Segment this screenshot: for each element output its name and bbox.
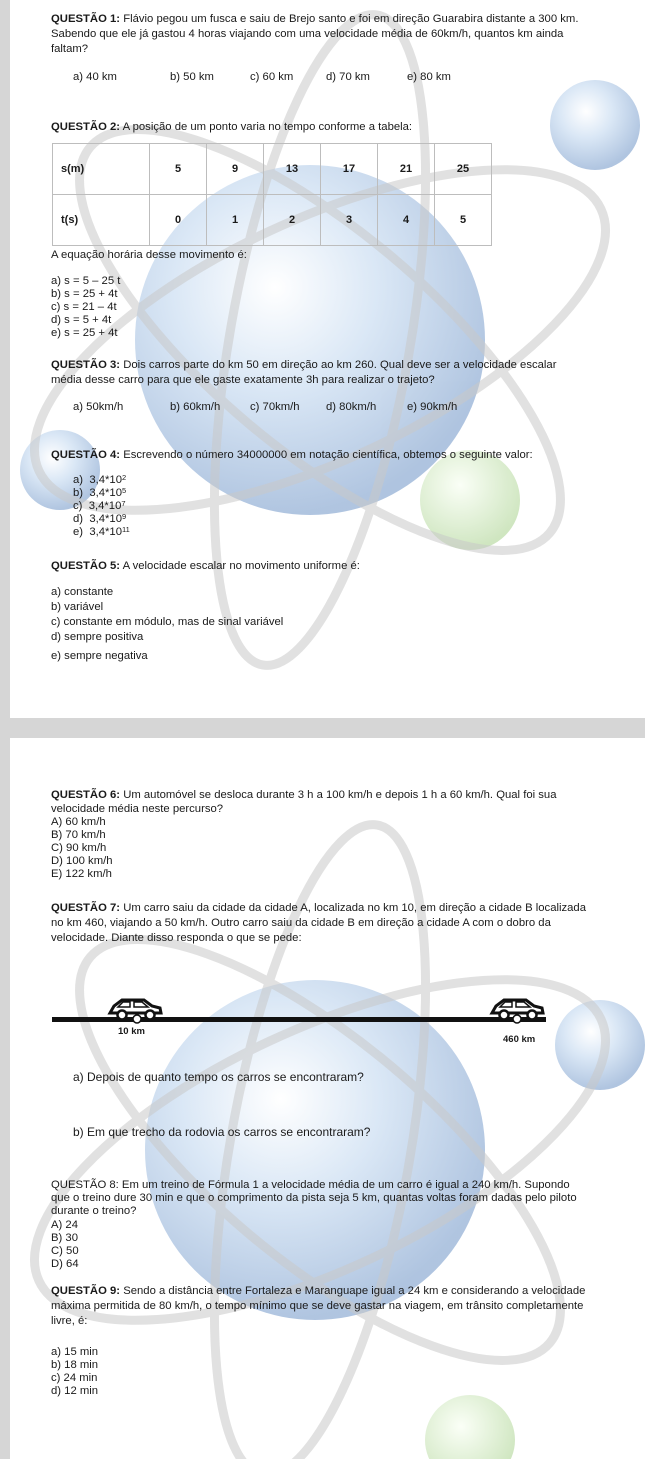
q8-line3: durante o treino? [51,1205,137,1217]
table-cell: 0 [150,195,207,246]
q3-option-d: d) 80km/h [326,401,377,413]
q8-option-c: C) 50 [51,1245,79,1257]
q8-line1: QUESTÃO 8: Em um treino de Fórmula 1 a velocidade média de um carro é igual a 240 km/h. Supondo [51,1179,570,1191]
q7-line3: velocidade. Diante disso responda o que se pede: [51,932,302,944]
q4-option-d: d) $3,4*10^9$ [73,512,127,525]
q6-option-d: D) 100 km/h [51,855,113,867]
q5-option-c: c) constante em módulo, mas de sinal variável [51,616,284,628]
q9-option-c: c) 24 min [51,1372,98,1384]
q1-line3: faltam? [51,43,89,55]
q3-option-c: c) 70km/h [250,401,300,413]
q4-option-e: e) $3,4*10^{11}$ [73,525,130,538]
q1-option-c: c) 60 km [250,71,294,83]
q7-sub-b: b) Em que trecho da rodovia os carros se encontraram? [73,1125,371,1139]
table-cell: 9 [207,144,264,195]
q8-line2: que o treino dure 30 min e que o comprimento da pista seja 5 km, quantas voltas foram dadas pelo piloto [51,1192,577,1204]
km-label-b: 460 km [503,1034,536,1045]
q5-option-e: e) sempre negativa [51,650,148,662]
q5-option-d: d) sempre positiva [51,631,144,643]
q6-option-b: B) 70 km/h [51,829,106,841]
table-row [53,195,492,246]
q2-option-a: a) s = 5 – 25 t [51,275,121,287]
q2-option-b: b) s = 25 + 4t [51,288,118,300]
city-a-marker [133,1015,141,1023]
q3-option-b: b) 60km/h [170,401,221,413]
q8-option-a: A) 24 [51,1219,79,1231]
q6-line2: velocidade média neste percurso? [51,803,224,815]
table-cell: 13 [264,144,321,195]
table-cell: 3 [321,195,378,246]
q5-option-b: b) variável [51,601,104,613]
q2-after-text: A equação horária desse movimento é: [51,249,247,261]
q9-option-b: b) 18 min [51,1359,99,1371]
q4-option-a: a) $3,4*10^2$ [73,473,127,486]
q3-option-e: e) 90km/h [407,401,458,413]
q9-option-a: a) 15 min [51,1346,99,1358]
q2-table [52,143,492,246]
q1-option-d: d) 70 km [326,71,370,83]
q2-option-d: d) s = 5 + 4t [51,314,112,326]
q7-line2: no km 460, viajando a 50 km/h. Outro carro saiu da cidade B em direção a cidade A com o dobro da [51,917,551,929]
q9-line1: QUESTÃO 9: Sendo a distância entre Fortaleza e Maranguape igual a 24 km e considerando a velocidade [51,1285,586,1297]
q1-line1: QUESTÃO 1: Flávio pegou um fusca e saiu de Brejo santo e foi em direção Guarabira distante a 300 km. [51,13,579,25]
table-row [53,144,492,195]
q1-option-a: a) 40 km [73,71,117,83]
q9-option-d: d) 12 min [51,1385,99,1397]
km-label-a: 10 km [118,1026,145,1037]
table-cell: 5 [150,144,207,195]
q8-option-b: B) 30 [51,1232,79,1244]
q5-question: QUESTÃO 5: A velocidade escalar no movimento uniforme é: [51,560,360,572]
table-cell: 4 [378,195,435,246]
q5-option-a: a) constante [51,586,114,598]
q3-line2: média desse carro para que ele gaste exatamente 3h para realizar o trajeto? [51,374,435,386]
table-cell: 5 [435,195,492,246]
q2-option-c: c) s = 21 – 4t [51,301,117,313]
table-cell: 25 [435,144,492,195]
q9-line3: livre, é: [51,1315,88,1327]
q4-option-c: c) $3,4*10^7$ [73,499,126,512]
q7-line1: QUESTÃO 7: Um carro saiu da cidade da cidade A, localizada no km 10, em direção a cidade B localizada [51,902,586,914]
q9-line2: máxima permitida de 80 km/h, o tempo mínimo que se deve gastar na viagem, em trânsito completamente [51,1300,584,1312]
q7-sub-a: a) Depois de quanto tempo os carros se encontraram? [73,1070,364,1084]
q6-line1: QUESTÃO 6: Um automóvel se desloca durante 3 h a 100 km/h e depois 1 h a 60 km/h. Qual foi sua [51,789,557,801]
q3-option-a: a) 50km/h [73,401,124,413]
table-cell: 2 [264,195,321,246]
table-cell: 17 [321,144,378,195]
q8-option-d: D) 64 [51,1258,79,1270]
table-cell: 1 [207,195,264,246]
table-cell: s(m) [53,144,150,195]
q4-option-b: b) $3,4*10^5$ [73,486,127,499]
q6-option-a: A) 60 km/h [51,816,106,828]
q1-line2: Sabendo que ele já gastou 4 horas viajando com uma velocidade média de 60km/h, quantos km ainda [51,28,564,40]
q2-option-e: e) s = 25 + 4t [51,327,118,339]
q1-option-b: b) 50 km [170,71,214,83]
q3-line1: QUESTÃO 3: Dois carros parte do km 50 em direção ao km 260. Qual deve ser a velocidade escalar [51,359,557,371]
q4-question: QUESTÃO 4: Escrevendo o número 34000000 em notação científica, obtemos o seguinte valor: [51,449,533,461]
table-cell: 21 [378,144,435,195]
table-cell: t(s) [53,195,150,246]
q6-option-e: E) 122 km/h [51,868,112,880]
q2-question: QUESTÃO 2: A posição de um ponto varia no tempo conforme a tabela: [51,121,413,133]
city-b-marker [513,1015,521,1023]
q1-option-e: e) 80 km [407,71,451,83]
q6-option-c: C) 90 km/h [51,842,107,854]
